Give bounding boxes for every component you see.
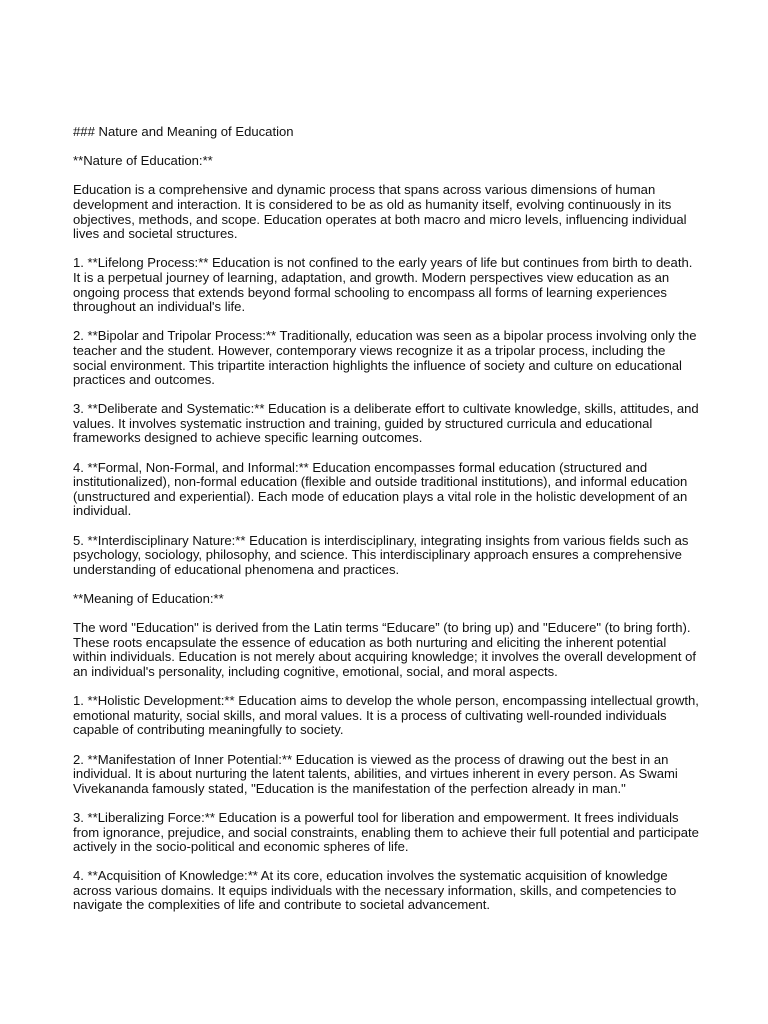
meaning-point-1: 1. **Holistic Development:** Education aims to develop the whole person, encompassing intellectual growth, emotional maturity, social skills, and moral values. It is a process of cultivating well-rounded individuals capable of contributing meaningfully to society. xyxy=(73,693,699,738)
nature-point-4: 4. **Formal, Non-Formal, and Informal:** Education encompasses formal education (structured and institutionalized), non-formal education (flexible and outside traditional institutions), and informal education (unstructured and experiential). Each mode of education plays a vital role in the holistic development of an individual. xyxy=(73,459,688,519)
section-intro-nature: Education is a comprehensive and dynamic process that spans across various dimensions of human development and interaction. It is considered to be as old as humanity itself, evolving continuously in its objectives, methods, and scope. Education operates at both macro and micro levels, influencing individual lives and societal structures. xyxy=(73,182,687,242)
document-page xyxy=(73,125,701,928)
meaning-point-4: 4. **Acquisition of Knowledge:** At its core, education involves the systematic acquisition of knowledge across various domains. It equips individuals with the necessary information, skills, and competencies to navigate the complexities of life and contribute to societal advancement. xyxy=(73,868,677,913)
section-heading-nature: **Nature of Education:** xyxy=(73,153,213,169)
nature-point-2: 2. **Bipolar and Tripolar Process:** Traditionally, education was seen as a bipolar process involving only the teacher and the student. However, contemporary views recognize it as a tripolar process, including the social environment. This tripartite interaction highlights the influence of society and culture on educational practices and outcomes. xyxy=(73,328,697,388)
meaning-point-3: 3. **Liberalizing Force:** Education is a powerful tool for liberation and empowerment. It frees individuals from ignorance, prejudice, and social constraints, enabling them to achieve their full potential and participate actively in the socio-political and economic spheres of life. xyxy=(73,809,699,855)
section-intro-meaning: The word "Education" is derived from the Latin terms “Educare” (to bring up) and "Educere" (to bring forth). These roots encapsulate the essence of education as both nurturing and eliciting the inherent potential within individuals. Education is not merely about acquiring knowledge; it involves the overall development of an individual's personality, including cognitive, emotional, social, and moral aspects. xyxy=(73,620,697,679)
nature-point-5: 5. **Interdisciplinary Nature:** Education is interdisciplinary, integrating insights from various fields such as psychology, sociology, philosophy, and science. This interdisciplinary approach ensures a comprehensive understanding of educational phenomena and practices. xyxy=(73,532,689,577)
nature-point-1: 1. **Lifelong Process:** Education is not confined to the early years of life but continues from birth to death. It is a perpetual journey of learning, adaptation, and growth. Modern perspectives view education as an ongoing process that extends beyond formal schooling to encompass all forms of learning experiences throughout an individual's life. xyxy=(73,255,693,315)
section-heading-meaning: **Meaning of Education:** xyxy=(73,591,224,606)
nature-point-3: 3. **Deliberate and Systematic:** Education is a deliberate effort to cultivate knowledge, skills, attitudes, and values. It involves systematic instruction and training, guided by structured curricula and educational frameworks designed to achieve specific learning outcomes. xyxy=(73,401,699,446)
document-title: ### Nature and Meaning of Education xyxy=(73,124,294,139)
meaning-point-2: 2. **Manifestation of Inner Potential:** Education is viewed as the process of drawing out the best in an individual. It is about nurturing the latent talents, abilities, and virtues inherent in every person. As Swami Vivekananda famously stated, "Education is the manifestation of the perfection already in man." xyxy=(73,751,678,796)
